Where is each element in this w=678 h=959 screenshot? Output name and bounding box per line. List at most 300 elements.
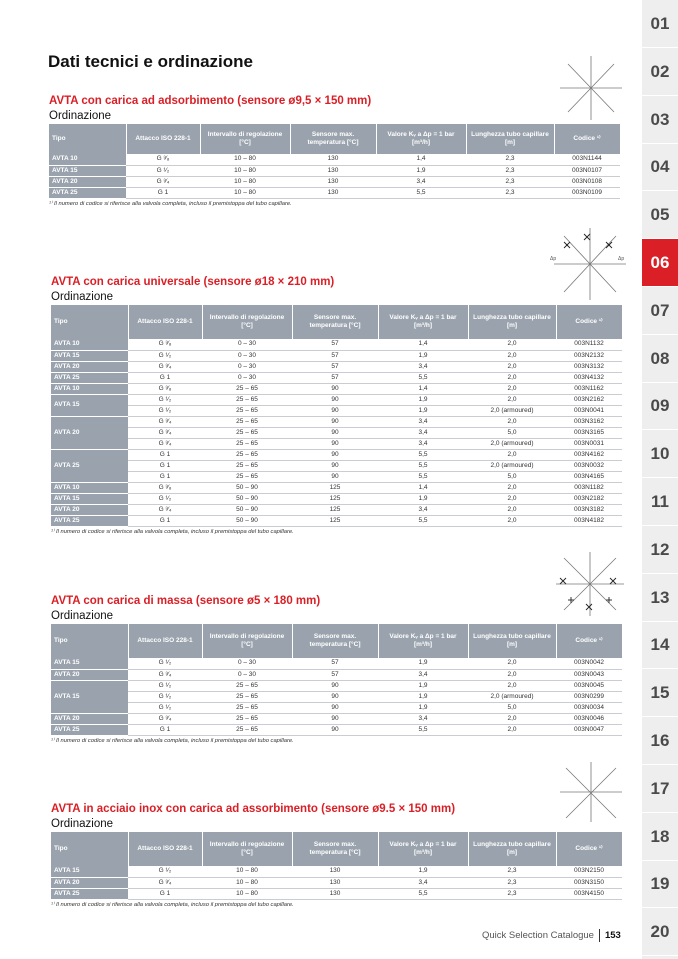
cell-sensore: 130 <box>290 154 376 165</box>
cell-sensore: 90 <box>292 427 378 438</box>
table-row <box>51 702 622 713</box>
cell-valore: 1,4 <box>378 383 468 394</box>
cell-codice: 003N4165 <box>556 471 622 482</box>
column-header-attacco: Attacco ISO 228-1 <box>128 305 202 339</box>
section-subtitle: Ordinazione <box>51 818 114 830</box>
cell-sensore: 90 <box>292 724 378 735</box>
table-row <box>49 176 620 187</box>
column-header-intervallo: Intervallo di regolazione [°C] <box>200 124 290 154</box>
dp-left-label: Δp <box>550 256 557 262</box>
column-header-lunghezza: Lunghezza tubo capillare [m] <box>466 124 554 154</box>
cell-valore: 1,4 <box>376 154 466 165</box>
column-header-sensore: Sensore max. temperatura [°C] <box>290 124 376 154</box>
cell-tipo: AVTA 25 <box>51 888 128 899</box>
cell-sensore: 90 <box>292 691 378 702</box>
cell-lunghezza: 2,0 (armoured) <box>468 691 556 702</box>
cell-intervallo: 50 – 90 <box>202 493 292 504</box>
cell-codice: 003N2182 <box>556 493 622 504</box>
column-header-sensore: Sensore max. temperatura [°C] <box>292 305 378 339</box>
cell-lunghezza: 5,0 <box>468 471 556 482</box>
cell-tipo: AVTA 10 <box>51 339 128 350</box>
cell-valore: 5,5 <box>378 471 468 482</box>
cell-tipo: AVTA 25 <box>49 187 126 198</box>
cell-lunghezza: 2,3 <box>468 866 556 877</box>
column-header-attacco: Attacco ISO 228-1 <box>128 832 202 866</box>
cell-codice: 003N4162 <box>556 449 622 460</box>
table-row <box>51 691 622 702</box>
table-row <box>51 658 622 669</box>
cell-valore: 5,5 <box>376 187 466 198</box>
cell-intervallo: 10 – 80 <box>202 866 292 877</box>
section-tab-14[interactable]: 14 <box>642 621 678 669</box>
page-footer <box>482 929 621 942</box>
cell-intervallo: 25 – 65 <box>202 394 292 405</box>
section-tab-17[interactable]: 17 <box>642 765 678 813</box>
cell-valore: 1,9 <box>378 680 468 691</box>
column-header-tipo: Tipo <box>51 832 128 866</box>
table-row <box>51 680 622 691</box>
cell-valore: 1,9 <box>378 405 468 416</box>
cell-sensore: 57 <box>292 339 378 350</box>
cell-codice: 003N2132 <box>556 350 622 361</box>
column-header-codice: Codice ¹⁾ <box>556 832 622 866</box>
section-universale <box>51 276 623 535</box>
table-row <box>51 471 622 482</box>
cell-sensore: 125 <box>292 493 378 504</box>
section-tab-10[interactable]: 10 <box>642 430 678 478</box>
table-row <box>51 405 622 416</box>
cell-intervallo: 0 – 30 <box>202 361 292 372</box>
cell-codice: 003N0047 <box>556 724 622 735</box>
cell-intervallo: 25 – 65 <box>202 405 292 416</box>
cell-lunghezza: 2,3 <box>466 154 554 165</box>
cell-lunghezza: 5,0 <box>468 427 556 438</box>
cell-lunghezza: 2,3 <box>466 176 554 187</box>
cell-valore: 5,5 <box>378 515 468 526</box>
cell-attacco: G ¹⁄₂ <box>128 680 202 691</box>
cell-intervallo: 10 – 80 <box>200 154 290 165</box>
footnote: ¹⁾ Il numero di codice si riferisce alla valvola completa, incluso il premistoppa del tubo capillare. <box>49 200 292 207</box>
cell-tipo: AVTA 20 <box>51 416 128 449</box>
page-number: 153 <box>604 930 621 942</box>
cell-attacco: G ³⁄₄ <box>128 427 202 438</box>
cell-valore: 3,4 <box>376 176 466 187</box>
cell-valore: 5,5 <box>378 724 468 735</box>
order-table <box>51 832 623 900</box>
column-header-codice: Codice ¹⁾ <box>554 124 620 154</box>
order-table <box>51 305 623 527</box>
column-header-intervallo: Intervallo di regolazione [°C] <box>202 832 292 866</box>
cell-attacco: G ¹⁄₂ <box>128 658 202 669</box>
cell-sensore: 90 <box>292 702 378 713</box>
cell-intervallo: 50 – 90 <box>202 515 292 526</box>
cell-sensore: 90 <box>292 438 378 449</box>
cell-valore: 1,9 <box>378 866 468 877</box>
cell-codice: 003N3182 <box>556 504 622 515</box>
cell-codice: 003N1182 <box>556 482 622 493</box>
cell-codice: 003N0043 <box>556 669 622 680</box>
cell-attacco: G ¹⁄₂ <box>128 405 202 416</box>
cell-sensore: 90 <box>292 405 378 416</box>
cell-valore: 5,5 <box>378 372 468 383</box>
cell-lunghezza: 2,0 <box>468 493 556 504</box>
cell-codice: 003N1162 <box>556 383 622 394</box>
cell-lunghezza: 2,3 <box>468 877 556 888</box>
cell-intervallo: 50 – 90 <box>202 482 292 493</box>
cell-intervallo: 25 – 65 <box>202 449 292 460</box>
cell-intervallo: 25 – 65 <box>202 713 292 724</box>
section-title: AVTA con carica ad adsorbimento (sensore ø9,5 × 150 mm) <box>49 95 372 107</box>
section-tab-09[interactable]: 09 <box>642 382 678 430</box>
cell-codice: 003N3150 <box>556 877 622 888</box>
page-title: Dati tecnici e ordinazione <box>48 52 253 71</box>
dp-right-label: Δp <box>618 256 625 262</box>
cell-valore: 5,5 <box>378 449 468 460</box>
cell-tipo: AVTA 10 <box>51 383 128 394</box>
cell-valore: 3,4 <box>378 669 468 680</box>
cell-lunghezza: 2,0 <box>468 669 556 680</box>
cell-lunghezza: 2,0 <box>468 504 556 515</box>
section-tab-12[interactable]: 12 <box>642 526 678 574</box>
column-header-sensore: Sensore max. temperatura [°C] <box>292 624 378 658</box>
section-tab-02[interactable]: 02 <box>642 48 678 96</box>
section-massa <box>51 595 623 744</box>
footnote: ¹⁾ Il numero di codice si riferisce alla valvola completa, incluso il premistoppa del tubo capillare. <box>51 737 294 744</box>
cell-lunghezza: 2,0 <box>468 482 556 493</box>
cell-valore: 3,4 <box>378 361 468 372</box>
cell-valore: 5,5 <box>378 460 468 471</box>
cell-intervallo: 50 – 90 <box>202 504 292 515</box>
column-header-tipo: Tipo <box>49 124 126 154</box>
cell-sensore: 90 <box>292 460 378 471</box>
cell-sensore: 90 <box>292 449 378 460</box>
cell-attacco: G 1 <box>128 515 202 526</box>
table-row <box>51 504 622 515</box>
table-row <box>51 361 622 372</box>
section-title: AVTA con carica di massa (sensore ø5 × 180 mm) <box>51 595 321 607</box>
cell-attacco: G 1 <box>128 888 202 899</box>
section-tab-04[interactable]: 04 <box>642 143 678 191</box>
table-row <box>51 493 622 504</box>
cell-lunghezza: 5,0 <box>468 702 556 713</box>
table-row <box>51 515 622 526</box>
table-row <box>51 427 622 438</box>
cell-tipo: AVTA 15 <box>49 165 126 176</box>
section-tab-13[interactable]: 13 <box>642 574 678 622</box>
cell-sensore: 57 <box>292 350 378 361</box>
cell-intervallo: 10 – 80 <box>202 888 292 899</box>
cell-sensore: 90 <box>292 383 378 394</box>
table-row <box>51 438 622 449</box>
cell-codice: 003N0032 <box>556 460 622 471</box>
cell-valore: 1,4 <box>378 339 468 350</box>
cell-valore: 3,4 <box>378 504 468 515</box>
table-row <box>51 416 622 427</box>
cell-attacco: G ¹⁄₂ <box>128 394 202 405</box>
cell-valore: 1,9 <box>378 702 468 713</box>
cell-attacco: G ¹⁄₂ <box>128 691 202 702</box>
cell-intervallo: 25 – 65 <box>202 416 292 427</box>
cell-tipo: AVTA 15 <box>51 394 128 416</box>
cell-lunghezza: 2,0 <box>468 658 556 669</box>
cell-attacco: G 1 <box>128 724 202 735</box>
cell-lunghezza: 2,0 <box>468 724 556 735</box>
column-header-lunghezza: Lunghezza tubo capillare [m] <box>468 305 556 339</box>
cell-lunghezza: 2,0 <box>468 339 556 350</box>
cell-attacco: G ³⁄₄ <box>128 669 202 680</box>
cell-lunghezza: 2,3 <box>466 187 554 198</box>
cell-sensore: 57 <box>292 669 378 680</box>
table-row <box>51 449 622 460</box>
column-header-valore: Valore Kᵥ a Δp = 1 bar [m³/h] <box>378 832 468 866</box>
cell-intervallo: 25 – 65 <box>202 724 292 735</box>
cell-attacco: G ¹⁄₂ <box>128 493 202 504</box>
section-tab-07[interactable]: 07 <box>642 287 678 335</box>
column-header-intervallo: Intervallo di regolazione [°C] <box>202 624 292 658</box>
column-header-tipo: Tipo <box>51 624 128 658</box>
cell-attacco: G ³⁄₄ <box>128 438 202 449</box>
cell-lunghezza: 2,0 (armoured) <box>468 405 556 416</box>
table-row <box>51 394 622 405</box>
cell-tipo: AVTA 10 <box>49 154 126 165</box>
cell-sensore: 130 <box>292 866 378 877</box>
cell-valore: 5,5 <box>378 888 468 899</box>
section-tab-01[interactable]: 01 <box>642 0 678 48</box>
cell-intervallo: 25 – 65 <box>202 691 292 702</box>
cell-codice: 003N3132 <box>556 361 622 372</box>
cell-codice: 003N3165 <box>556 427 622 438</box>
section-subtitle: Ordinazione <box>49 110 112 122</box>
cell-tipo: AVTA 15 <box>51 680 128 713</box>
cell-valore: 1,9 <box>376 165 466 176</box>
cell-intervallo: 25 – 65 <box>202 471 292 482</box>
cell-sensore: 130 <box>290 187 376 198</box>
cell-intervallo: 25 – 65 <box>202 383 292 394</box>
section-title: AVTA con carica universale (sensore ø18 × 210 mm) <box>51 276 335 288</box>
cell-attacco: G ³⁄₄ <box>126 176 200 187</box>
footnote: ¹⁾ Il numero di codice si riferisce alla valvola completa, incluso il premistoppa del tubo capillare. <box>51 901 294 908</box>
cell-attacco: G ¹⁄₂ <box>128 866 202 877</box>
cell-lunghezza: 2,3 <box>468 888 556 899</box>
section-tab-08[interactable]: 08 <box>642 335 678 383</box>
order-table <box>51 624 623 736</box>
cell-codice: 003N0034 <box>556 702 622 713</box>
column-header-valore: Valore Kᵥ a Δp = 1 bar [m³/h] <box>378 305 468 339</box>
column-header-sensore: Sensore max. temperatura [°C] <box>292 832 378 866</box>
cell-sensore: 57 <box>292 658 378 669</box>
cell-valore: 1,9 <box>378 691 468 702</box>
cell-attacco: G ³⁄₄ <box>128 361 202 372</box>
cell-tipo: AVTA 15 <box>51 866 128 877</box>
footer-catalogue-name: Quick Selection Catalogue <box>482 930 594 942</box>
cell-intervallo: 10 – 80 <box>200 187 290 198</box>
cell-lunghezza: 2,0 (armoured) <box>468 460 556 471</box>
section-adsorbimento <box>49 95 621 207</box>
cell-lunghezza: 2,0 <box>468 394 556 405</box>
cell-sensore: 125 <box>292 504 378 515</box>
cell-codice: 003N0045 <box>556 680 622 691</box>
table-row <box>51 713 622 724</box>
cell-sensore: 90 <box>292 713 378 724</box>
cell-valore: 1,9 <box>378 350 468 361</box>
cell-lunghezza: 2,0 <box>468 713 556 724</box>
cell-intervallo: 25 – 65 <box>202 438 292 449</box>
footnote: ¹⁾ Il numero di codice si riferisce alla valvola completa, incluso il premistoppa del tubo capillare. <box>51 528 294 535</box>
cell-sensore: 130 <box>292 877 378 888</box>
cell-tipo: AVTA 10 <box>51 482 128 493</box>
cell-attacco: G 1 <box>128 372 202 383</box>
section-tab-18[interactable]: 18 <box>642 813 678 861</box>
cell-codice: 003N4182 <box>556 515 622 526</box>
section-tab-11[interactable]: 11 <box>642 478 678 526</box>
footer-separator <box>599 929 600 942</box>
table-row <box>51 866 622 877</box>
cell-codice: 003N1144 <box>554 154 620 165</box>
cell-attacco: G ³⁄₈ <box>128 339 202 350</box>
cell-intervallo: 0 – 30 <box>202 658 292 669</box>
cell-attacco: G ¹⁄₂ <box>126 165 200 176</box>
column-header-codice: Codice ¹⁾ <box>556 305 622 339</box>
cell-attacco: G 1 <box>126 187 200 198</box>
cell-valore: 3,4 <box>378 416 468 427</box>
cell-lunghezza: 2,0 <box>468 515 556 526</box>
cell-attacco: G ¹⁄₂ <box>128 350 202 361</box>
column-header-lunghezza: Lunghezza tubo capillare [m] <box>468 832 556 866</box>
cell-lunghezza: 2,3 <box>466 165 554 176</box>
column-header-attacco: Attacco ISO 228-1 <box>128 624 202 658</box>
column-header-tipo: Tipo <box>51 305 128 339</box>
cell-valore: 3,4 <box>378 427 468 438</box>
cell-codice: 003N4132 <box>556 372 622 383</box>
cell-intervallo: 0 – 30 <box>202 339 292 350</box>
cell-sensore: 125 <box>292 482 378 493</box>
cell-sensore: 90 <box>292 471 378 482</box>
section-title: AVTA in acciaio inox con carica ad assorbimento (sensore ø9.5 × 150 mm) <box>51 803 456 815</box>
cell-attacco: G ³⁄₄ <box>128 504 202 515</box>
cell-lunghezza: 2,0 <box>468 350 556 361</box>
cell-codice: 003N2162 <box>556 394 622 405</box>
cell-attacco: G ³⁄₄ <box>128 416 202 427</box>
cell-lunghezza: 2,0 <box>468 416 556 427</box>
table-row <box>49 187 620 198</box>
section-subtitle: Ordinazione <box>51 291 114 303</box>
cell-tipo: AVTA 25 <box>51 372 128 383</box>
cell-attacco: G ¹⁄₂ <box>128 702 202 713</box>
cell-sensore: 90 <box>292 680 378 691</box>
column-header-lunghezza: Lunghezza tubo capillare [m] <box>468 624 556 658</box>
cell-sensore: 130 <box>290 165 376 176</box>
table-row <box>51 460 622 471</box>
cell-tipo: AVTA 20 <box>49 176 126 187</box>
section-index-tabs <box>642 0 678 959</box>
cell-valore: 1,9 <box>378 493 468 504</box>
cell-valore: 3,4 <box>378 438 468 449</box>
cell-codice: 003N4150 <box>556 888 622 899</box>
section-tab-16[interactable]: 16 <box>642 717 678 765</box>
cell-attacco: G ³⁄₈ <box>126 154 200 165</box>
cell-intervallo: 10 – 80 <box>200 176 290 187</box>
table-row <box>51 877 622 888</box>
section-tab-06[interactable]: 06 <box>642 239 678 287</box>
cell-lunghezza: 2,0 <box>468 383 556 394</box>
cell-tipo: AVTA 20 <box>51 361 128 372</box>
section-tab-03[interactable]: 03 <box>642 96 678 144</box>
cell-codice: 003N0109 <box>554 187 620 198</box>
cell-lunghezza: 2,0 <box>468 372 556 383</box>
table-row <box>51 724 622 735</box>
cell-intervallo: 25 – 65 <box>202 702 292 713</box>
section-subtitle: Ordinazione <box>51 610 114 622</box>
table-row <box>51 888 622 899</box>
table-row <box>51 482 622 493</box>
column-header-codice: Codice ¹⁾ <box>556 624 622 658</box>
cell-sensore: 130 <box>292 888 378 899</box>
cell-attacco: G 1 <box>128 471 202 482</box>
table-row <box>49 154 620 165</box>
cell-lunghezza: 2,0 <box>468 680 556 691</box>
cell-intervallo: 25 – 65 <box>202 680 292 691</box>
cell-attacco: G ³⁄₈ <box>128 383 202 394</box>
cell-codice: 003N1132 <box>556 339 622 350</box>
cell-intervallo: 0 – 30 <box>202 669 292 680</box>
table-row <box>49 165 620 176</box>
section-inox <box>51 803 623 908</box>
cell-sensore: 90 <box>292 416 378 427</box>
cell-valore: 1,9 <box>378 394 468 405</box>
column-header-valore: Valore Kᵥ a Δp = 1 bar [m³/h] <box>376 124 466 154</box>
cell-valore: 1,4 <box>378 482 468 493</box>
cell-valore: 1,9 <box>378 658 468 669</box>
table-row <box>51 372 622 383</box>
cell-intervallo: 25 – 65 <box>202 427 292 438</box>
cell-attacco: G ³⁄₄ <box>128 877 202 888</box>
cell-attacco: G ³⁄₄ <box>128 713 202 724</box>
cell-codice: 003N0299 <box>556 691 622 702</box>
cell-lunghezza: 2,0 <box>468 361 556 372</box>
section-tab-19[interactable]: 19 <box>642 860 678 908</box>
cell-tipo: AVTA 25 <box>51 724 128 735</box>
cell-attacco: G ³⁄₈ <box>128 482 202 493</box>
cell-codice: 003N0041 <box>556 405 622 416</box>
cell-intervallo: 0 – 30 <box>202 350 292 361</box>
cell-tipo: AVTA 15 <box>51 350 128 361</box>
cell-valore: 3,4 <box>378 877 468 888</box>
cell-sensore: 57 <box>292 361 378 372</box>
cell-intervallo: 0 – 30 <box>202 372 292 383</box>
cell-codice: 003N3162 <box>556 416 622 427</box>
cell-attacco: G 1 <box>128 449 202 460</box>
cell-codice: 003N0108 <box>554 176 620 187</box>
section-tab-20[interactable]: 20 <box>642 908 678 956</box>
table-row <box>51 669 622 680</box>
cell-lunghezza: 2,0 <box>468 449 556 460</box>
cell-codice: 003N0042 <box>556 658 622 669</box>
section-tab-05[interactable]: 05 <box>642 191 678 239</box>
section-tab-15[interactable]: 15 <box>642 669 678 717</box>
column-header-valore: Valore Kᵥ a Δp = 1 bar [m³/h] <box>378 624 468 658</box>
cell-attacco: G 1 <box>128 460 202 471</box>
cell-tipo: AVTA 25 <box>51 515 128 526</box>
cell-codice: 003N0031 <box>556 438 622 449</box>
cell-sensore: 90 <box>292 394 378 405</box>
cell-codice: 003N2150 <box>556 866 622 877</box>
table-row <box>51 350 622 361</box>
cell-tipo: AVTA 25 <box>51 449 128 482</box>
cell-lunghezza: 2,0 (armoured) <box>468 438 556 449</box>
cell-tipo: AVTA 20 <box>51 877 128 888</box>
order-table <box>49 124 621 199</box>
cell-valore: 3,4 <box>378 713 468 724</box>
